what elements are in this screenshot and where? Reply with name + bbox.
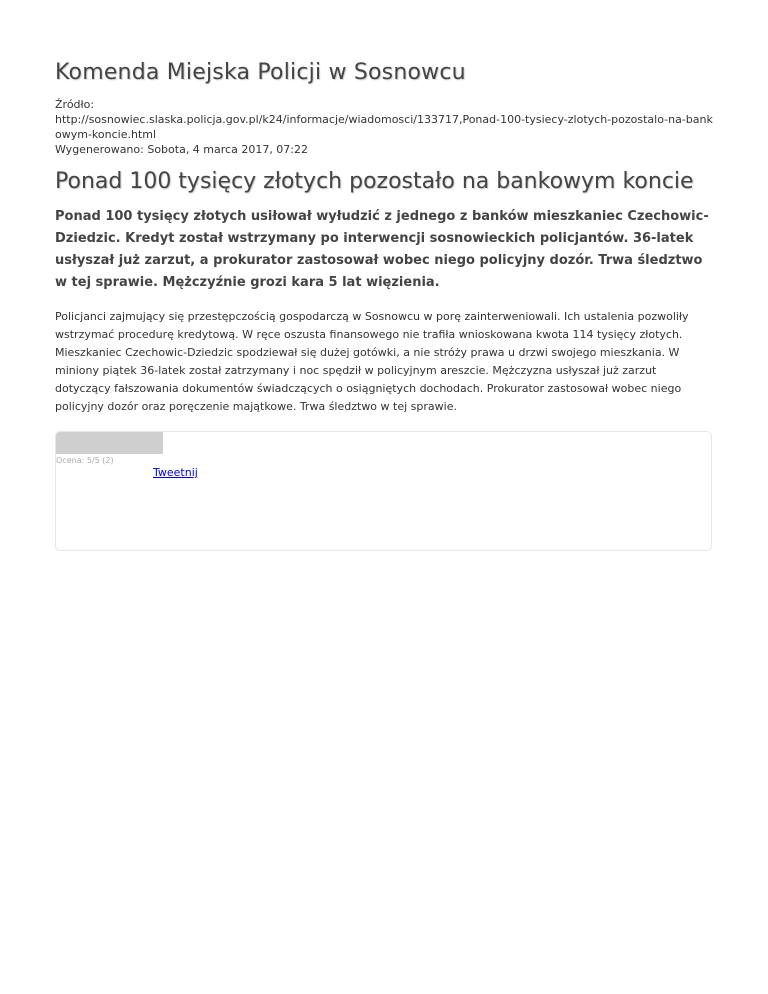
article-title: Ponad 100 tysięcy złotych pozostało na bankowym koncie [55, 169, 694, 194]
printable-page [55, 60, 715, 416]
source-label: Źródło: [55, 98, 95, 111]
tweet-link[interactable]: Tweetnij [153, 466, 198, 479]
source-meta [55, 97, 715, 157]
rating-share-box [55, 431, 712, 551]
generated-date: Wygenerowano: Sobota, 4 marca 2017, 07:22 [55, 143, 309, 156]
source-url: http://sosnowiec.slaska.policja.gov.pl/k24/informacje/wiadomosci/133717,Ponad-100-tysiecy-zlotych-pozostalo-na-bankowym-koncie.html [55, 113, 713, 141]
rating-label: Ocena: 5/5 (2) [56, 456, 114, 465]
rating-bar[interactable] [56, 432, 163, 454]
article-body: Policjanci zajmujący się przestępczością gospodarczą w Sosnowcu w porę zainterweniowali. Ich ustalenia pozwoliły wstrzymać procedurę kredytową. W ręce oszusta finansowego nie trafiła wnioskowana kwota 114 tysięcy złotych. Mieszkaniec Czechowic-Dziedzic spodziewał się dużej gotówki, a nie stróży prawa u drzwi swojego mieszkania. W miniony piątek 36-latek został zatrzymany i noc spędził w policyjnym areszcie. Mężczyzna usłyszał już zarzut dotyczący fałszowania dokumentów świadczących o osiągniętych dochodach. Prokurator zastosował wobec niego policyjny dozór oraz poręczenie majątkowe. Trwa śledztwo w tej sprawie. [55, 310, 689, 413]
site-title: Komenda Miejska Policji w Sosnowcu [55, 60, 466, 85]
article-lead: Ponad 100 tysięcy złotych usiłował wyłudzić z jednego z banków mieszkaniec Czechowic-Dziedzic. Kredyt został wstrzymany po interwencji sosnowieckich policjantów. 36-latek usłyszał już zarzut, a prokurator zastosował wobec niego policyjny dozór. Trwa śledztwo w tej sprawie. Mężczyźnie grozi kara 5 lat więzienia. [55, 209, 709, 290]
